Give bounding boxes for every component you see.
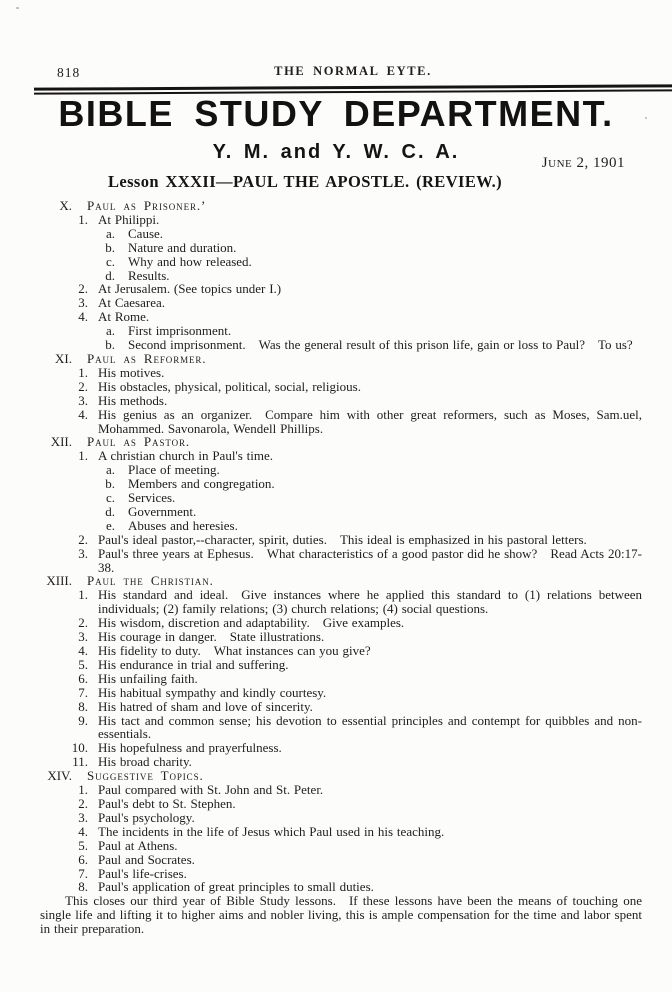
outline-row [40,269,642,283]
item-number: 1. [78,211,88,227]
outline-section [40,199,642,352]
outline-row [40,449,642,463]
section-numeral: XIII. [46,573,72,589]
item-number: 4. [78,643,88,658]
item-text: His hopefulness and prayerfulness. [98,740,282,756]
outline-row [40,741,642,755]
item-text: Paul's application of great principles to small duties. [98,879,374,895]
item-text: At Caesarea. [98,295,166,311]
item-number: 5. [78,656,88,672]
item-number: 2. [78,281,88,297]
outline-row [40,213,642,227]
outline-row [40,324,642,338]
outline-row [40,769,642,783]
outline-row [40,811,642,825]
item-number: 2. [78,795,88,811]
outline-row [40,463,642,477]
item-text: His habitual sympathy and kindly courtesy. [98,684,327,700]
lesson-title: Lesson XXXII—PAUL THE APOSTLE. (REVIEW.) [107,172,503,191]
outline-row [40,477,642,491]
item-number: 3. [78,545,88,561]
outline-row [40,505,642,519]
item-number: 2. [78,615,88,631]
subitem-letter: c. [105,253,115,269]
subitem-letter: d. [105,267,115,283]
item-number: 9. [78,712,88,728]
subitem-text: Results. [128,267,170,283]
item-text: His unfailing faith. [98,670,198,686]
item-number: 6. [78,670,88,686]
item-text: Paul's life-crises. [98,865,187,881]
item-text: His motives. [98,364,165,380]
item-number: 11. [72,754,88,770]
outline-row [40,714,642,742]
item-text: Paul and Socrates. [98,851,195,867]
item-text: His broad charity. [98,754,192,770]
item-number: 1. [78,364,88,380]
outline-row [40,533,642,547]
outline-row [40,227,642,241]
subitem-text: Services. [128,490,176,506]
outline-row [40,435,642,449]
item-number: 7. [78,684,88,700]
outline-section [40,352,642,435]
outline-row [40,394,642,408]
outline-row [40,672,642,686]
item-number: 4. [78,309,88,325]
page-number: 818 [57,65,81,80]
outline-row [40,644,642,658]
outline-row [40,630,642,644]
item-text: Paul's debt to St. Stephen. [98,795,236,811]
outline-row [40,547,642,575]
outline-row [40,783,642,797]
running-head [0,64,672,82]
lesson-body [40,199,642,936]
outline-row [40,255,642,269]
item-number: 5. [78,837,88,853]
outline-row [40,588,642,616]
outline-row [40,352,642,366]
outline-row [40,797,642,811]
item-text: His methods. [98,392,168,408]
item-number: 1. [78,448,88,464]
subitem-text: Abuses and heresies. [128,517,238,533]
section-numeral: XI. [55,350,72,366]
outline-row [40,616,642,630]
outline-row [40,574,642,588]
outline-row [40,519,642,533]
item-number: 3. [78,392,88,408]
subitem-text: Place of meeting. [128,462,220,478]
item-text: His tact and common sense; his devotion to essential principles and contempt for quibbles and non-essentials. [98,712,642,742]
department-title: BIBLE STUDY DEPARTMENT. [58,93,614,134]
item-number: 3. [78,629,88,645]
item-number: 8. [78,698,88,714]
item-text: His hatred of sham and love of sincerity. [98,698,313,714]
item-text: At Philippi. [98,211,160,227]
item-number: 3. [78,809,88,825]
item-number: 4. [78,406,88,422]
section-numeral: XIV. [47,768,72,784]
subitem-letter: b. [105,239,115,255]
outline-section [40,574,642,769]
masthead-title: THE NORMAL EYTE. [274,64,432,78]
item-text: At Jerusalem. (See topics under I.) [98,281,282,297]
outline-row [40,658,642,672]
subitem-text: Second imprisonment. Was the general result of this prison life, gain or loss to Paul? To us? [128,337,633,353]
outline-row [40,338,642,352]
item-text: Paul's ideal pastor,--character, spirit, duties. This ideal is emphasized in his pastoral letters. [98,531,587,547]
subitem-letter: b. [105,476,115,492]
item-number: 2. [78,531,88,547]
outline-row [40,880,642,894]
outline-row [40,867,642,881]
subitem-letter: a. [105,225,115,241]
subitem-letter: d. [105,503,115,519]
subitem-letter: a. [105,462,115,478]
item-text: Paul's three years at Ephesus. What characteristics of a good pastor did he show? Read Acts 20:17-38. [98,545,642,575]
item-text: His obstacles, physical, political, social, religious. [98,378,361,394]
outline-row [40,825,642,839]
issue-date: June 2, 1901 [541,155,625,171]
outline [40,199,642,894]
item-number: 3. [78,295,88,311]
item-text: The incidents in the life of Jesus which Paul used in his teaching. [98,823,445,839]
section-heading: Suggestive Topics. [87,768,204,784]
section-heading: Paul as Prisoner.’ [87,198,207,213]
item-text: His genius as an organizer. Compare him with other great reformers, such as Moses, Sam.uel, Mohammed. Savonarola, Wendell Phillips. [98,406,642,436]
section-heading: Paul as Reformer. [87,350,207,366]
item-text: His fidelity to duty. What instances can you give? [98,643,371,658]
subitem-text: Cause. [128,225,164,241]
subitem-letter: e. [105,517,115,533]
outline-row [40,366,642,380]
outline-section [40,435,642,574]
item-number: 4. [78,823,88,839]
outline-section [40,769,642,894]
item-text: Paul's psychology. [98,809,195,825]
section-numeral: XII. [50,434,72,450]
outline-row [40,296,642,310]
outline-row [40,408,642,436]
outline-row [40,839,642,853]
section-numeral: X. [59,198,72,213]
item-text: His endurance in trial and suffering. [98,656,289,672]
item-text: His wisdom, discretion and adaptability. Give examples. [98,615,405,631]
department-subtitle: Y. M. and Y. W. C. A. [212,141,460,163]
subitem-text: Nature and duration. [128,239,237,255]
outline-row [40,491,642,505]
item-number: 10. [71,740,88,756]
section-heading: Paul as Pastor. [87,434,191,450]
item-number: 6. [78,851,88,867]
outline-row [40,282,642,296]
closing-paragraph: This closes our third year of Bible Study lessons. If these lessons have been the means of touching one single life and lifting it to higher aims and nobler living, this is ample compensation for the time and labor spent in their preparation. [40,893,642,937]
subitem-text: Members and congregation. [128,476,275,492]
outline-row [40,310,642,324]
outline-row [40,686,642,700]
outline-row [40,380,642,394]
outline-row [40,853,642,867]
item-number: 2. [78,378,88,394]
item-number: 8. [78,879,88,895]
outline-row [40,700,642,714]
item-number: 1. [78,782,88,798]
item-number: 1. [78,587,88,603]
section-heading: Paul the Christian. [87,573,214,589]
item-text: A christian church in Paul's time. [98,448,274,464]
subitem-text: First imprisonment. [128,323,232,339]
subitem-text: Government. [128,503,197,519]
item-text: His standard and ideal. Give instances where he applied this standard to (1) relations between individuals; (2) family relations; (3) church relations; (4) social questions. [98,587,642,617]
scan-speck [16,7,19,9]
item-text: His courage in danger. State illustrations. [98,629,325,645]
item-number: 7. [78,865,88,881]
subitem-letter: a. [105,323,115,339]
subitem-letter: b. [105,337,115,353]
item-text: Paul at Athens. [98,837,178,853]
outline-row [40,755,642,769]
item-text: Paul compared with St. John and St. Peter. [98,782,324,798]
subitem-text: Why and how released. [128,253,252,269]
outline-row [40,199,642,213]
outline-row [40,241,642,255]
item-text: At Rome. [98,309,150,325]
subitem-letter: c. [105,490,115,506]
